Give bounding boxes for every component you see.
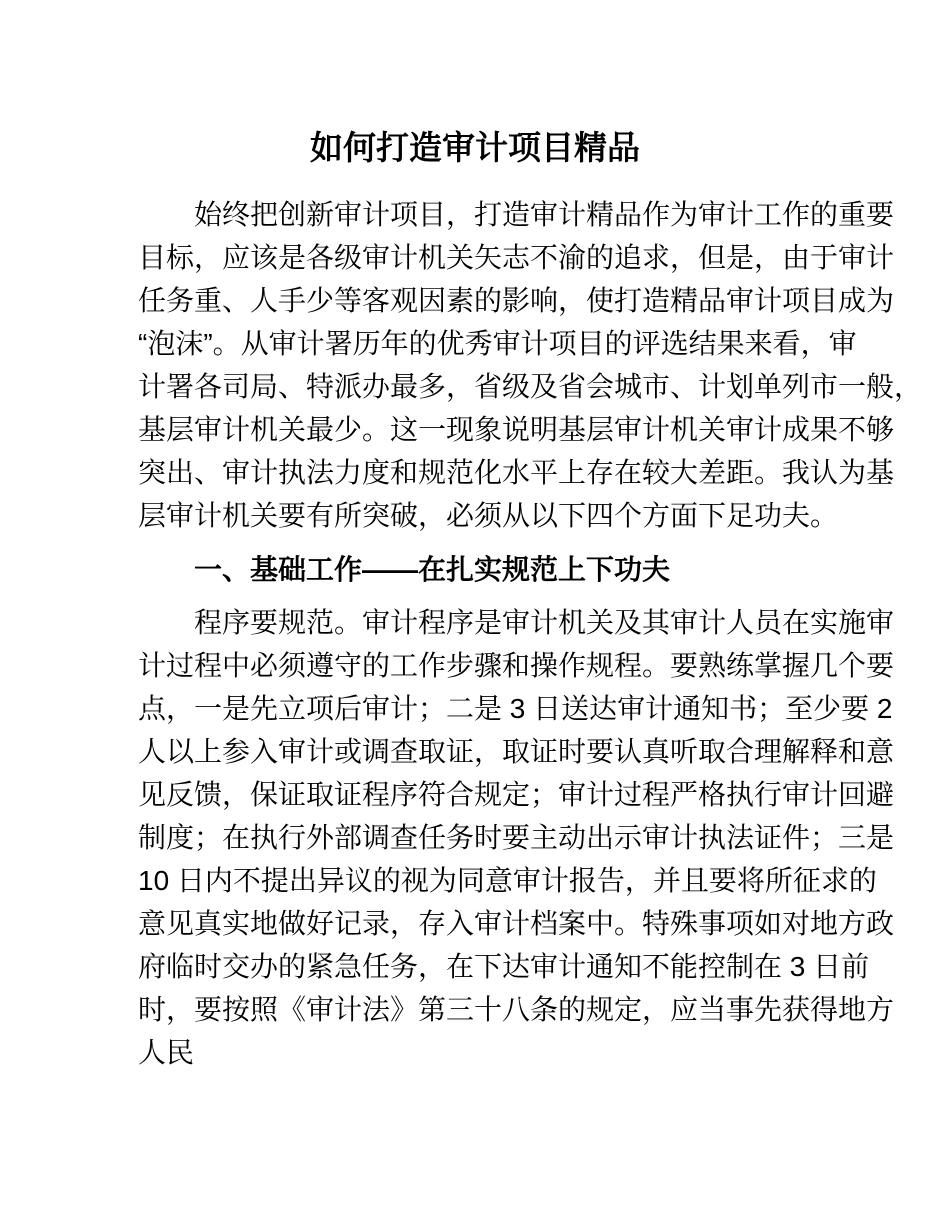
document-body (138, 193, 922, 1074)
text-line: 计署各司局、特派办最多，省级及省会城市、计划单列市一般， (138, 371, 923, 403)
text-line: 点，一是先立项后审计；二是 3 日送达审计通知书；至少要 2 (138, 693, 893, 725)
text-line: 基层审计机关最少。这一现象说明基层审计机关审计成果不够 (138, 414, 895, 446)
text-line: “泡沫”。从审计署历年的优秀审计项目的评选结果来看，审 (138, 328, 857, 360)
text-line: 制度；在执行外部调查任务时要主动出示审计执法证件；三是 (138, 822, 895, 854)
paragraph (138, 193, 922, 537)
text-line: 目标，应该是各级审计机关矢志不渝的追求，但是，由于审计 (138, 242, 895, 274)
text-line: 突出、审计执法力度和规范化水平上存在较大差距。我认为基 (138, 457, 895, 489)
text-line: 意见真实地做好记录，存入审计档案中。特殊事项如对地方政 (138, 908, 895, 940)
text-line: 府临时交办的紧急任务，在下达审计通知不能控制在 3 日前 (138, 951, 870, 983)
text-line: 一、基础工作——在扎实规范上下功夫 (194, 554, 671, 586)
text-line: 计过程中必须遵守的工作步骤和操作规程。要熟练掌握几个要 (138, 650, 895, 682)
document-title: 如何打造审计项目精品 (310, 129, 640, 167)
text-line: 任务重、人手少等客观因素的影响，使打造精品审计项目成为 (138, 285, 895, 317)
text-line: 10 日内不提出异议的视为同意审计报告，并且要将所征求的 (138, 865, 877, 897)
text-line: 程序要规范。审计程序是审计机关及其审计人员在实施审 (194, 607, 895, 639)
text-line: 人民 (138, 1037, 195, 1069)
text-line: 人以上参入审计或调查取证，取证时要认真听取合理解释和意 (138, 736, 895, 768)
text-line: 见反馈，保证取证程序符合规定；审计过程严格执行审计回避 (138, 779, 895, 811)
paragraph (138, 601, 922, 1074)
text-line: 时，要按照《审计法》第三十八条的规定，应当事先获得地方 (138, 994, 895, 1026)
text-line: 层审计机关要有所突破，必须从以下四个方面下足功夫。 (138, 500, 839, 532)
text-line: 始终把创新审计项目，打造审计精品作为审计工作的重要 (194, 199, 895, 231)
section-heading (138, 548, 922, 591)
